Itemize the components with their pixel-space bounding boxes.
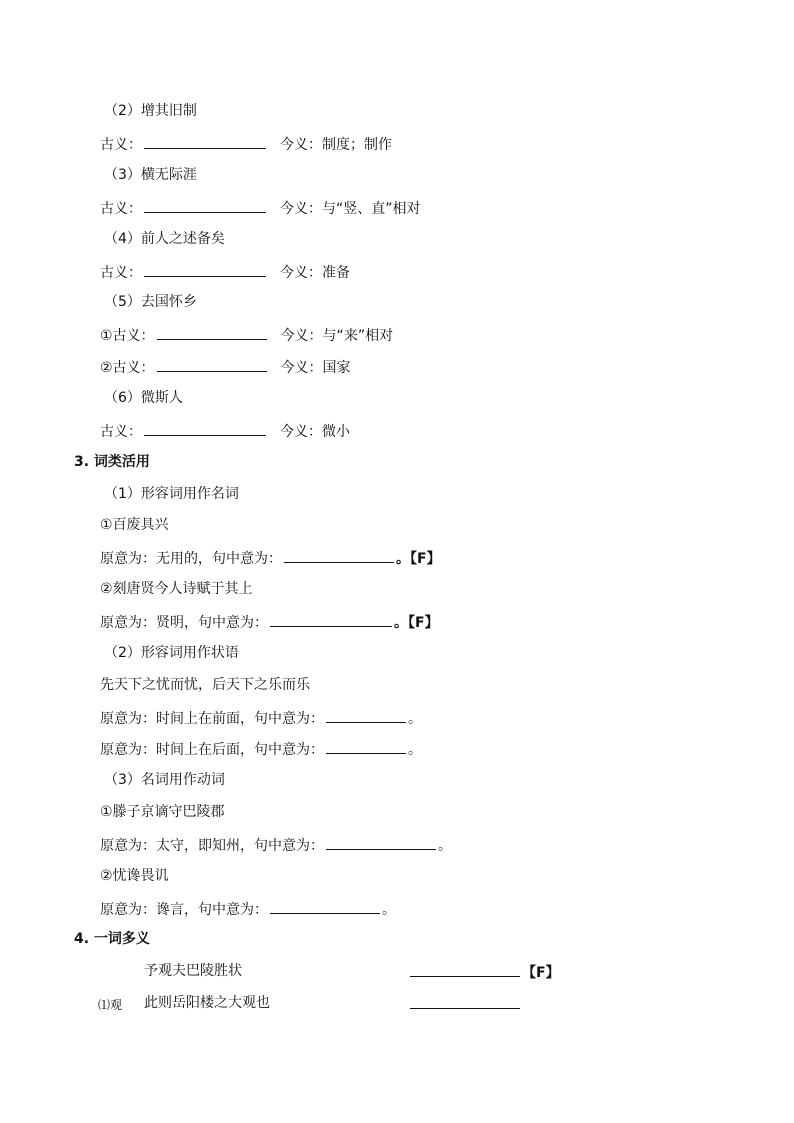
- fill-blank[interactable]: [144, 262, 266, 277]
- example-3a: ①滕子京谪守巴陵郡: [100, 804, 225, 820]
- subheading-2: （2）形容词用作状语: [104, 645, 239, 661]
- subheading-3: （3）名词用作动词: [104, 772, 225, 788]
- subheading-1: （1）形容词用作名词: [104, 486, 239, 502]
- example-3b: ②忧谗畏讥: [100, 868, 169, 884]
- section-4-title: 4. 一词多义: [74, 931, 150, 947]
- heading-6: （6）微斯人: [104, 390, 183, 406]
- polysemy-line-2: 此则岳阳楼之大观也: [144, 995, 270, 1011]
- fill-blank[interactable]: [270, 899, 380, 914]
- fill-blank[interactable]: [144, 134, 266, 149]
- answer-line-4: 古义： 今义：准备: [100, 262, 350, 282]
- polysemy-answer-2: [410, 994, 522, 1014]
- section-3-title: 3. 词类活用: [74, 454, 150, 470]
- heading-4: （4）前人之述备矣: [104, 231, 225, 247]
- polysemy-key-word: ⑴观: [98, 998, 123, 1012]
- answer-line-6: 古义： 今义：微小: [100, 421, 350, 441]
- fill-blank[interactable]: [270, 612, 392, 627]
- meaning-line-3a: 原意为：太守，即知州，句中意为： 。: [100, 835, 452, 855]
- fill-blank[interactable]: [157, 357, 267, 372]
- fill-blank[interactable]: [410, 962, 520, 977]
- polysemy-answer-1: 【F】: [410, 962, 560, 982]
- fill-blank[interactable]: [284, 548, 394, 563]
- meaning-line-2b: 原意为：时间上在后面，句中意为： 。: [100, 739, 422, 759]
- answer-line-2: 古义： 今义：制度；制作: [100, 134, 392, 154]
- fill-blank[interactable]: [144, 421, 266, 436]
- polysemy-line-1: 予观夫巴陵胜状: [144, 963, 242, 979]
- heading-3: （3）横无际涯: [104, 167, 197, 183]
- meaning-line-1a: 原意为：无用的，句中意为： 。【F】: [100, 548, 441, 568]
- answer-line-5a: ①古义： 今义：与“来”相对: [100, 325, 393, 345]
- fill-blank[interactable]: [144, 198, 266, 213]
- heading-5: （5）去国怀乡: [104, 294, 197, 310]
- answer-line-5b: ②古义： 今义：国家: [100, 357, 351, 377]
- meaning-line-2a: 原意为：时间上在前面，句中意为： 。: [100, 708, 422, 728]
- fill-blank[interactable]: [326, 708, 406, 723]
- example-1a: ①百废具兴: [100, 517, 169, 533]
- fill-blank[interactable]: [157, 325, 267, 340]
- example-2: 先天下之忧而忧，后天下之乐而乐: [100, 677, 310, 693]
- fill-blank[interactable]: [326, 739, 406, 754]
- example-1b: ②刻唐贤今人诗赋于其上: [100, 581, 253, 597]
- meaning-line-1b: 原意为：贤明，句中意为： 。【F】: [100, 612, 439, 632]
- fill-blank[interactable]: [410, 994, 520, 1009]
- fill-blank[interactable]: [326, 835, 436, 850]
- answer-line-3: 古义： 今义：与“竖、直”相对: [100, 198, 421, 218]
- heading-2: （2）增其旧制: [104, 103, 197, 119]
- meaning-line-3b: 原意为：谗言，句中意为： 。: [100, 899, 396, 919]
